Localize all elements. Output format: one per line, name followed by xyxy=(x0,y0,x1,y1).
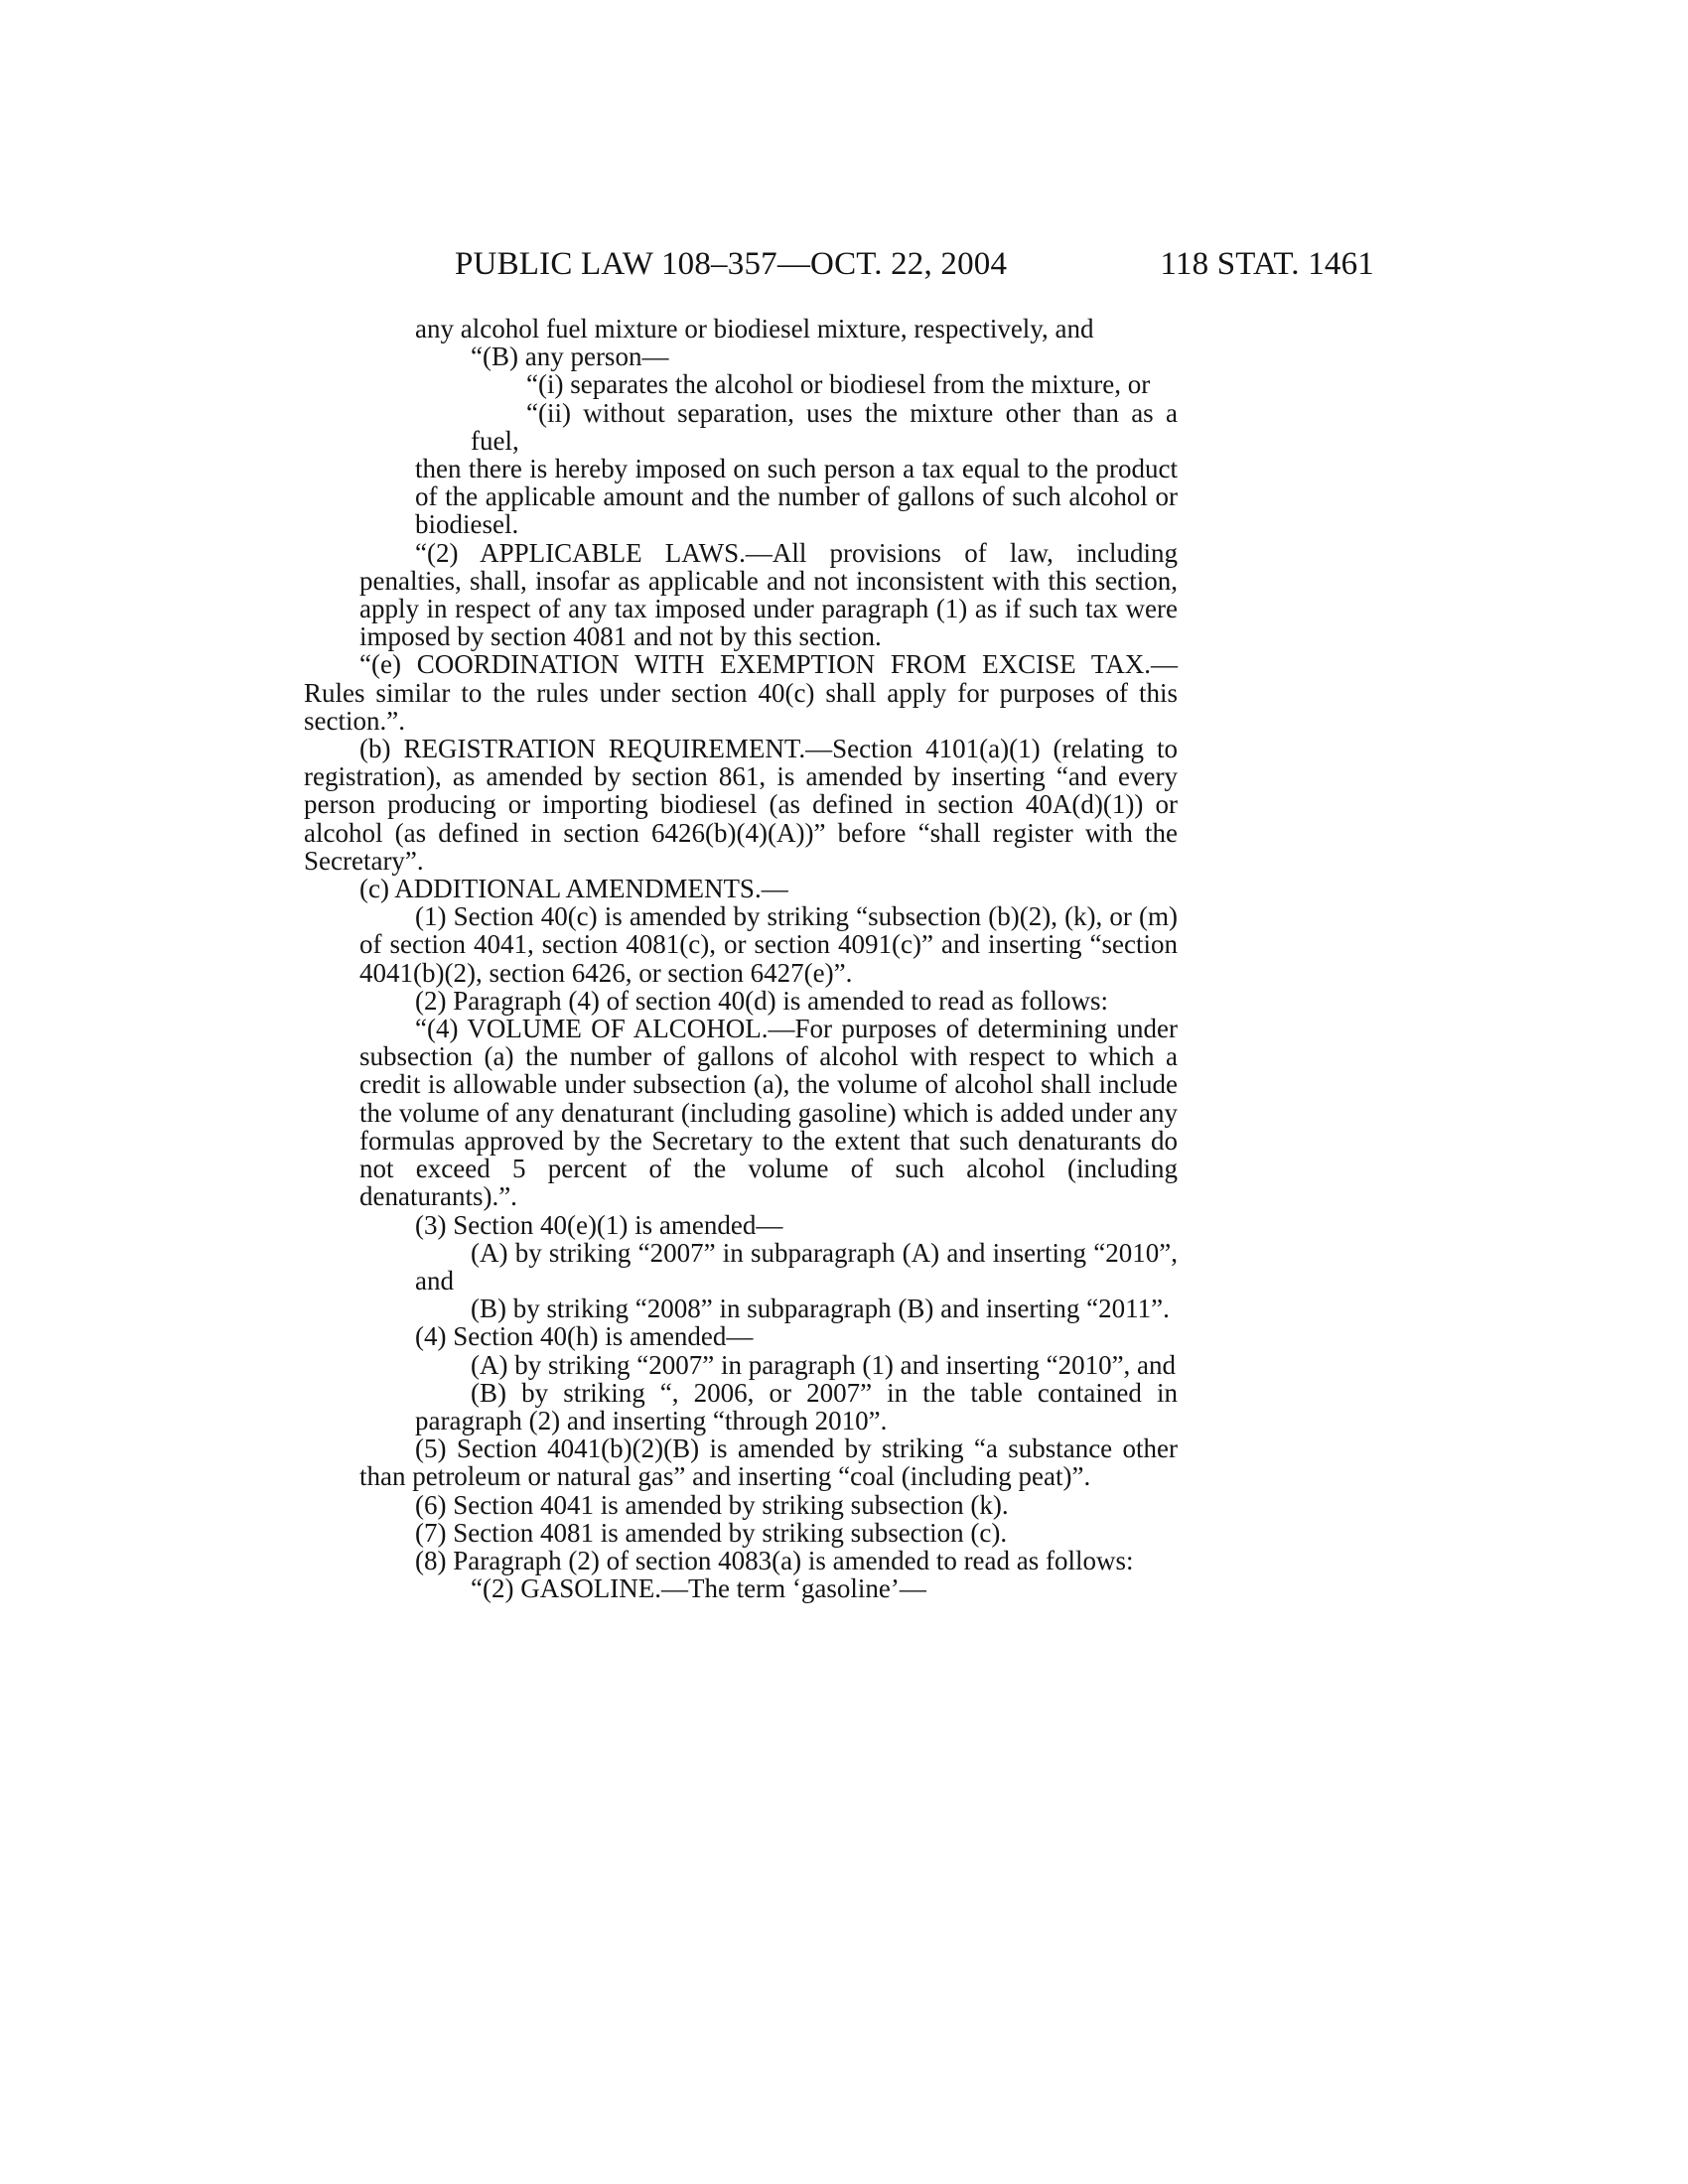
clause-i: “(i) separates the alcohol or biodiesel from the mixture, or xyxy=(526,369,1151,400)
amendment-7: (7) Section 4081 is amended by striking subsection (c). xyxy=(415,1517,1008,1548)
running-head: PUBLIC LAW 108–357—OCT. 22, 2004 xyxy=(455,246,1008,282)
amendment-4: (4) Section 40(h) is amended— xyxy=(415,1321,754,1352)
amendment-3-a: (A) by striking “2007” in subparagraph (A) and inserting “2010”, and xyxy=(415,1237,1178,1296)
page-body xyxy=(304,315,1178,1602)
page-header xyxy=(455,246,1374,292)
gasoline-definition: “(2) GASOLINE.—The term ‘gasoline’— xyxy=(471,1573,926,1604)
subsection-c-additional: (c) ADDITIONAL AMENDMENTS.— xyxy=(359,874,788,904)
subsection-e: “(e) COORDINATION WITH EXEMPTION FROM EXCISE TAX.—Rules similar to the rules under section 40(c) shall apply for purposes of this section.”. xyxy=(304,649,1178,736)
statute-page-number: 118 STAT. 1461 xyxy=(1160,246,1374,282)
amendment-1: (1) Section 40(c) is amended by striking “subsection (b)(2), (k), or (m) of section 4041, section 4081(c), or section 4091(c)” and inserting “section 4041(b)(2), section 6426, or section 6427(e)”. xyxy=(359,901,1178,988)
subsection-b-registration: (b) REGISTRATION REQUIREMENT.—Section 4101(a)(1) (relating to registration), as amended by section 861, is amended by inserting “and every person producing or importing biodiesel (as defined in section 40A(d)(1)) or alcohol (as defined in section 6426(b)(4)(A))” before “shall register with the Secretary”. xyxy=(304,734,1178,876)
subparagraph-b: “(B) any person— xyxy=(471,341,669,372)
amendment-2: (2) Paragraph (4) of section 40(d) is amended to read as follows: xyxy=(415,985,1109,1016)
amendment-4-b: (B) by striking “, 2006, or 2007” in the table contained in paragraph (2) and inserting “through 2010”. xyxy=(415,1377,1178,1435)
amendment-3: (3) Section 40(e)(1) is amended— xyxy=(415,1209,783,1240)
clause-ii: “(ii) without separation, uses the mixture other than as a fuel, xyxy=(471,397,1178,456)
amendment-3-b: (B) by striking “2008” in subparagraph (B) and inserting “2011”. xyxy=(471,1294,1170,1324)
paragraph-flush: then there is hereby imposed on such person a tax equal to the product of the applicable amount and the number of gallons of such alcohol or biodiesel. xyxy=(415,454,1178,540)
amendment-4-a: (A) by striking “2007” in paragraph (1) and inserting “2010”, and xyxy=(471,1349,1177,1380)
paragraph-applicable-laws: “(2) APPLICABLE LAWS.—All provisions of law, including penalties, shall, insofar as applicable and not inconsistent with this section, apply in respect of any tax imposed under paragraph (1) as if such tax were imposed by section 4081 and not by this section. xyxy=(359,537,1178,652)
paragraph-continuation: any alcohol fuel mixture or biodiesel mixture, respectively, and xyxy=(415,314,1094,343)
amendment-8: (8) Paragraph (2) of section 4083(a) is amended to read as follows: xyxy=(415,1545,1134,1575)
volume-of-alcohol: “(4) VOLUME OF ALCOHOL.—For purposes of determining under subsection (a) the number of gallons of alcohol with respect to which a credit is allowable under subsection (a), the volume of alcohol shall include the volume of any denaturant (including gasoline) which is added under any formulas approved by the Secretary to the extent that such denaturants do not exceed 5 percent of the volume of such alcohol (including denaturants).”. xyxy=(359,1014,1178,1212)
amendment-5: (5) Section 4041(b)(2)(B) is amended by striking “a substance other than petroleum or natural gas” and inserting “coal (including peat)”. xyxy=(359,1433,1178,1492)
amendment-6: (6) Section 4041 is amended by striking subsection (k). xyxy=(415,1489,1009,1520)
